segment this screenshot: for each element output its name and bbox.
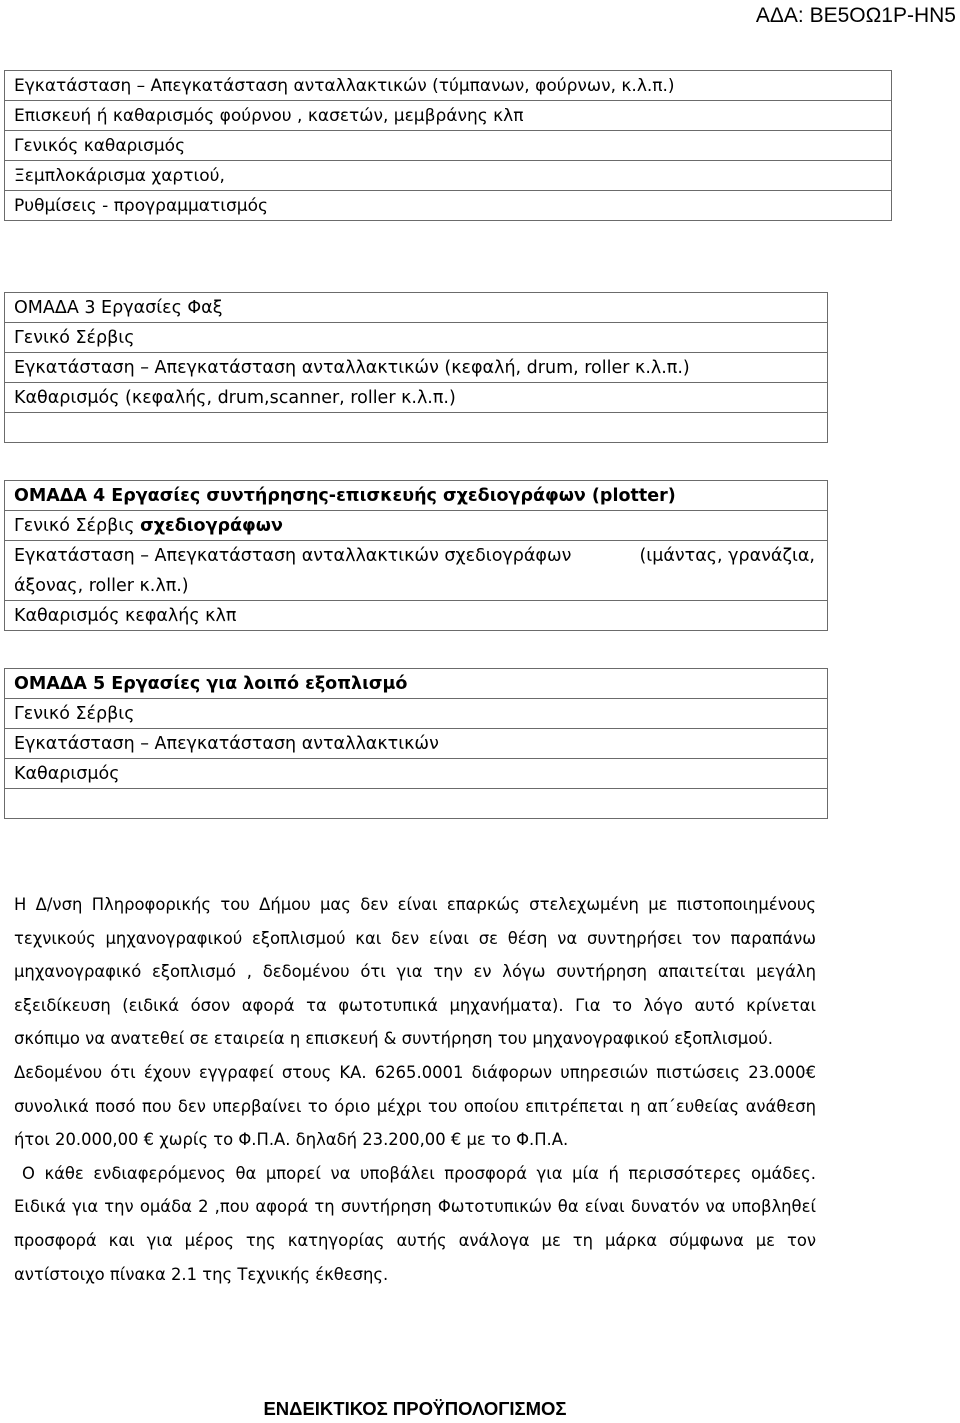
group-4-title: ΟΜΑΔΑ 4 Εργασίες συντήρησης-επισκευής σχεδιογράφων (plotter)	[5, 481, 827, 511]
group-3-title: ΟΜΑΔΑ 3 Εργασίες Φαξ	[5, 293, 827, 323]
install-parts: (ιμάντας, γρανάζια,	[639, 546, 815, 566]
paragraph-1: Η Δ/νση Πληροφορικής του Δήμου μας δεν είναι επαρκώς στελεχωμένη με πιστοποιημένους τεχνικούς μηχανογραφικού εξοπλισμού και δεν είναι σε θέση να συντηρήσει τον παραπάνω μηχανογραφικό εξοπλισμό , δεδομένου ότι για την εν λόγω συντήρηση απαιτείται μεγάλη εξειδίκευση (ειδικά όσον αφορά τα φωτοτυπικά μηχανήματα). Για το λόγο αυτό κρίνεται σκόπιμο να ανατεθεί σε εταιρεία η επισκευή & συντήρηση του μηχανογραφικού εξοπλισμού.	[14, 895, 816, 1049]
install-text: Εγκατάσταση – Απεγκατάσταση ανταλλακτικών σχεδιογράφων	[14, 546, 572, 566]
table-row: Γενικό Σέρβις	[5, 323, 827, 353]
table-row	[5, 511, 827, 541]
service-label: Γενικό Σέρβις	[14, 516, 135, 536]
table-top	[4, 70, 892, 221]
paragraph-3: Ο κάθε ενδιαφερόμενος θα μπορεί να υποβάλει προσφορά για μία ή περισσότερες ομάδες. Ειδικά για την ομάδα 2 ,που αφορά τη συντήρηση Φωτοτυπικών θα είναι δυνατόν να υποβληθεί προσφορά και για μέρος της κατηγορίας αυτής ανάλογα με τη μάρκα σύμφωνα με τον αντίστοιχο πίνακα 2.1 της Τεχνικής έκθεσης.	[14, 1163, 816, 1284]
table-row: Γενικό Σέρβις	[5, 699, 827, 729]
table-row: Εγκατάσταση – Απεγκατάσταση ανταλλακτικών (κεφαλή, drum, roller κ.λ.π.)	[5, 353, 827, 383]
table-group-4	[4, 480, 828, 631]
body-text	[14, 888, 816, 1291]
table-row: Καθαρισμός (κεφαλής, drum,scanner, roller κ.λ.π.)	[5, 383, 827, 413]
table-row: Γενικός καθαρισμός	[5, 131, 891, 161]
table-row: Καθαρισμός	[5, 759, 827, 789]
table-row	[5, 541, 827, 601]
table-group-3	[4, 292, 828, 443]
table-row-empty	[5, 789, 827, 819]
table-row: Εγκατάσταση – Απεγκατάσταση ανταλλακτικών (τύμπανων, φούρνων, κ.λ.π.)	[5, 71, 891, 101]
table-row: Καθαρισμός κεφαλής κλπ	[5, 601, 827, 631]
table-group-5	[4, 668, 828, 819]
section-title: ΕΝΔΕΙΚΤΙΚΟΣ ΠΡΟΫΠΟΛΟΓΙΣΜΟΣ	[263, 1398, 567, 1419]
table-row: Επισκευή ή καθαρισμός φούρνου , κασετών, μεμβράνης κλπ	[5, 101, 891, 131]
table-row-empty	[5, 413, 827, 443]
table-row: Ξεμπλοκάρισμα χαρτιού,	[5, 161, 891, 191]
paragraph-2: Δεδομένου ότι έχουν εγγραφεί στους ΚΑ. 6265.0001 διάφορων υπηρεσιών πιστώσεις 23.000€ συνολικά ποσό που δεν υπερβαίνει το όριο μέχρι του οποίου επιτρέπεται η απ΄ευθείας ανάθεση ήτοι 20.000,00 € χωρίς το Φ.Π.Α. δηλαδή 23.200,00 € με το Φ.Π.Α.	[14, 1062, 816, 1150]
install-continuation: άξονας, roller κ.λπ.)	[14, 576, 189, 596]
ada-code: ΑΔΑ: ΒΕ5ΟΩ1Ρ-ΗΝ5	[755, 4, 956, 27]
table-row: Εγκατάσταση – Απεγκατάσταση ανταλλακτικών	[5, 729, 827, 759]
table-row: Ρυθμίσεις - προγραμματισμός	[5, 191, 891, 221]
service-suffix: σχεδιογράφων	[140, 516, 283, 536]
group-5-title: ΟΜΑΔΑ 5 Εργασίες για λοιπό εξοπλισμό	[5, 669, 827, 699]
